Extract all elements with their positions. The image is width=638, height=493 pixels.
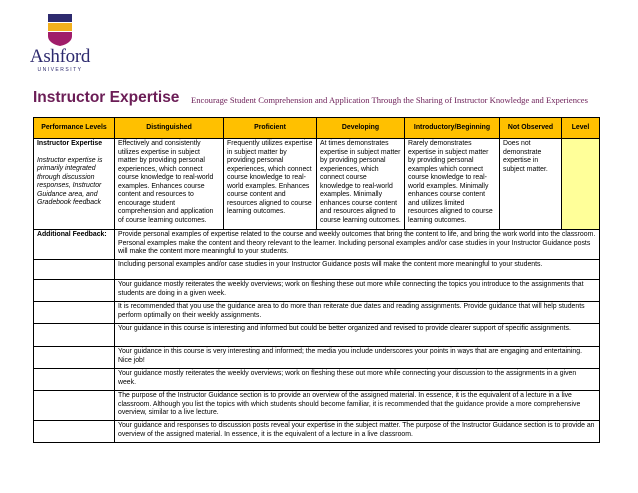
feedback-row: [34, 280, 600, 302]
feedback-row: [34, 324, 600, 347]
cell-level-input[interactable]: [562, 139, 600, 230]
feedback-row: [34, 391, 600, 421]
feedback-label-empty: [34, 347, 115, 369]
cell-introductory: Rarely demonstrates expertise in subject matter by providing personal examples which connect course knowledge to real-world examples. Minimally enhances course content and utilizes limited resources aligned to course learning outcomes.: [405, 139, 500, 230]
page-title: Instructor Expertise: [33, 89, 180, 106]
feedback-text: Including personal examples and/or case studies in your Instructor Guidance posts will make the content more meaningful to your students.: [115, 260, 600, 280]
feedback-text: Your guidance mostly reiterates the weekly overviews; work on fleshing these out more while connecting your discussion to the assignments in a given week.: [115, 369, 600, 391]
feedback-row: [34, 302, 600, 324]
rubric-table: [33, 117, 600, 443]
shield-logo-icon: [47, 14, 73, 46]
feedback-label-empty: [34, 369, 115, 391]
feedback-text: Your guidance mostly reiterates the weekly overviews; work on fleshing these out more while connecting the topics you introduce to the assignments that students are doing in a given week.: [115, 280, 600, 302]
feedback-label-empty: [34, 421, 115, 443]
cell-distinguished: Effectively and consistently utilizes expertise in subject matter by providing personal experiences, which connect course knowledge to real-world examples. Enhances course content and resources to encourage student comprehension and application of course learning outcomes.: [115, 139, 224, 230]
feedback-label-empty: [34, 260, 115, 280]
ashford-logo: [28, 14, 91, 76]
feedback-row: [34, 260, 600, 280]
col-header-distinguished: Distinguished: [115, 118, 224, 139]
logo-brand-text: Ashford: [29, 46, 91, 67]
criterion-description: Instructor expertise is primarily integrated through discussion responses, Instructor Guidance area, and Gradebook feedback: [37, 156, 103, 206]
col-header-developing: Developing: [317, 118, 405, 139]
feedback-label-empty: [34, 280, 115, 302]
col-header-not-observed: Not Observed: [500, 118, 562, 139]
additional-feedback-label: Additional Feedback:: [34, 230, 115, 260]
header-row: [34, 118, 600, 139]
criterion-row: [34, 139, 600, 230]
col-header-performance-levels: Performance Levels: [34, 118, 115, 139]
feedback-label-empty: [34, 391, 115, 421]
feedback-row: [34, 347, 600, 369]
col-header-introductory: Introductory/Beginning: [405, 118, 500, 139]
feedback-text: The purpose of the Instructor Guidance section is to provide an overview of the assigned material. In essence, it is the equivalent of a lecture in a live classroom. Although you list the topics with which students should become familiar, it is recommended that the guidance provide a more comprehensive overview, similar to a live lecture.: [115, 391, 600, 421]
feedback-text: Your guidance in this course is very interesting and informed; the media you include underscores your points in ways that are engaging and entertaining. Nice job!: [115, 347, 600, 369]
col-header-level: Level: [562, 118, 600, 139]
feedback-text: It is recommended that you use the guidance area to do more than reiterate due dates and reading assignments. Provide guidance that will help students perform optimally on their weekly assignments.: [115, 302, 600, 324]
page-subtitle: Encourage Student Comprehension and Application Through the Sharing of Instructor Knowledge and Experiences: [191, 95, 588, 105]
col-header-proficient: Proficient: [224, 118, 317, 139]
feedback-text: Your guidance in this course is interesting and informed but could be better organized and revised to provide clearer support of specific assignments.: [115, 324, 600, 347]
cell-developing: At times demonstrates expertise in subject matter by providing personal experiences, which connect course knowledge to real-world examples. Minimally enhances course content and resources aligned to course learning outcomes.: [317, 139, 405, 230]
feedback-row: [34, 421, 600, 443]
cell-not-observed: Does not demonstrate expertise in subject matter.: [500, 139, 562, 230]
logo-sub-text: UNIVERSITY: [37, 67, 83, 73]
feedback-row: [34, 369, 600, 391]
feedback-row: [34, 230, 600, 260]
feedback-label-empty: [34, 302, 115, 324]
criterion-cell: [34, 139, 115, 230]
feedback-text: Your guidance and responses to discussion posts reveal your expertise in the subject matter. The purpose of the Instructor Guidance section is to provide an overview of the assigned material. In essence, it is the equivalent of a lecture in a live classroom.: [115, 421, 600, 443]
criterion-title: Instructor Expertise: [37, 140, 103, 147]
feedback-text: Provide personal examples of expertise related to the course and weekly outcomes that bring the content to life, and bring the work world into the classroom. Personal examples make the content and theory relevant to the learner. Including personal examples and/or case studies in your Instructor Guidance posts will make the content more meaningful to your students.: [115, 230, 600, 260]
cell-proficient: Frequently utilizes expertise in subject matter by providing personal experiences, which connect course knowledge to real-world examples. Enhances course content and resources aligned to course learning outcomes.: [224, 139, 317, 230]
feedback-label-empty: [34, 324, 115, 347]
